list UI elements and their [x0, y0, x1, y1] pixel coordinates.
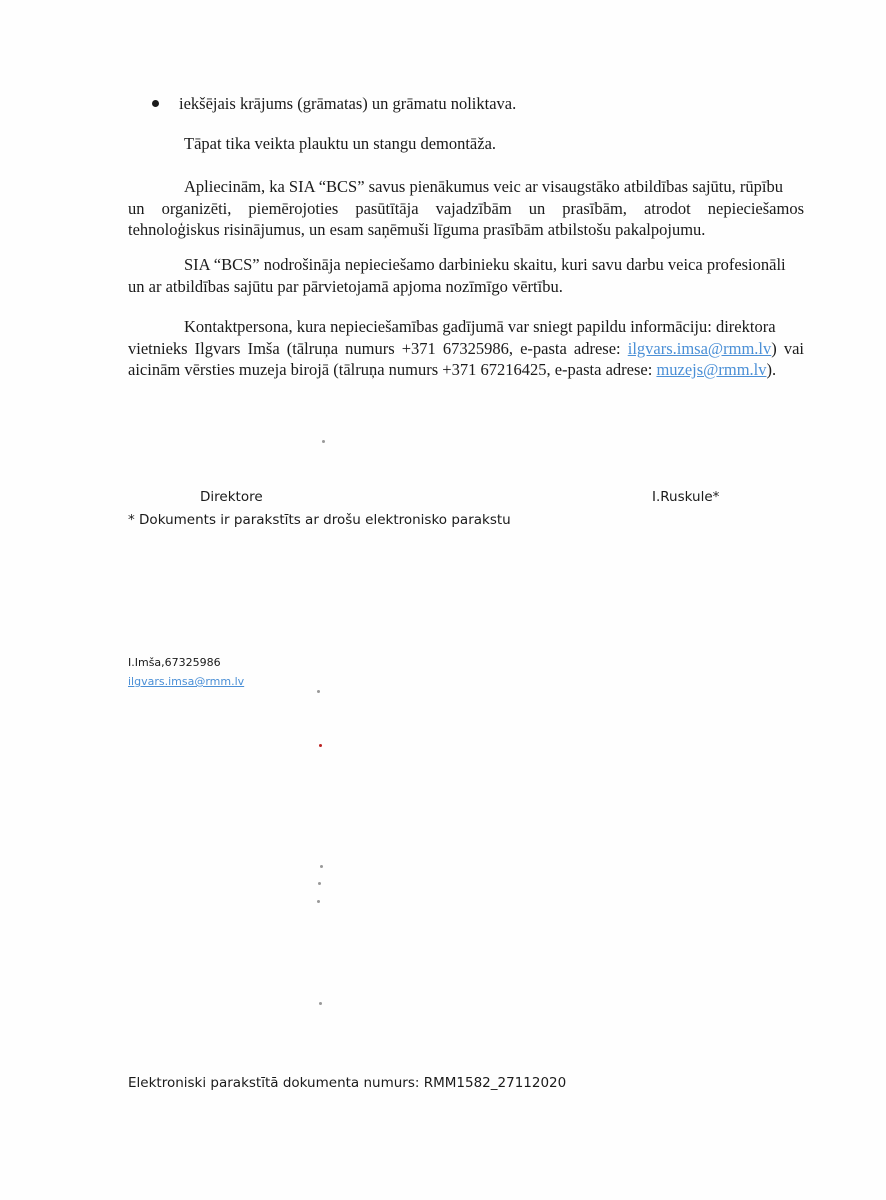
deputy-email-link[interactable]: ilgvars.imsa@rmm.lv [627, 338, 772, 358]
confirmation-paragraph [128, 176, 804, 241]
footer-contact-name: I.Imša,67325986 [128, 656, 221, 669]
bullet-list-item [152, 94, 516, 114]
contact-paragraph [128, 316, 804, 381]
contact-line-1: Kontaktpersona, kura nepieciešamības gadījumā var sniegt papildu informāciju: direktora [184, 317, 776, 336]
confirmation-line-1: Apliecinām, ka SIA “BCS” savus pienākumus veic ar visaugstāko atbildības sajūtu, rūpību [184, 177, 783, 196]
museum-email-link[interactable]: muzejs@rmm.lv [656, 360, 767, 379]
scan-speck [317, 900, 320, 903]
staff-line-1: SIA “BCS” nodrošināja nepieciešamo darbinieku skaitu, kuri savu darbu veica profesionāli [184, 255, 786, 274]
contact-line-2-text: vietnieks Ilgvars Imša (tālruņa numurs +371 67325986, e-pasta adrese: [128, 338, 628, 358]
document-number: Elektroniski parakstītā dokumenta numurs: RMM1582_27112020 [128, 1075, 567, 1091]
signatory-name: I.Ruskule* [652, 489, 720, 505]
contact-line-3-end: ). [766, 360, 777, 379]
contact-line-3 [128, 359, 804, 381]
scan-speck [318, 882, 321, 885]
staff-line-2: un ar atbildības sajūtu par pārvietojamā apjoma nozīmīgo vērtību. [128, 276, 563, 296]
scan-speck [319, 744, 322, 747]
confirmation-line-2: un organizēti, piemērojoties pasūtītāja vajadzībām un prasībām, atrodot nepieciešamos [128, 198, 804, 218]
signatory-role: Direktore [200, 489, 263, 505]
demontage-paragraph: Tāpat tika veikta plauktu un stangu demontāža. [184, 134, 497, 153]
bullet-icon [152, 100, 159, 107]
bullet-item-text: iekšējais krājums (grāmatas) un grāmatu noliktava. [179, 94, 517, 113]
contact-line-2 [128, 338, 804, 360]
scan-speck [320, 865, 323, 868]
footer-contact-email-link[interactable]: ilgvars.imsa@rmm.lv [128, 675, 245, 688]
staff-paragraph [128, 254, 804, 297]
scan-speck [319, 1002, 322, 1005]
contact-line-2-end: ) vai [771, 338, 804, 358]
e-signature-note: * Dokuments ir parakstīts ar drošu elektronisko parakstu [128, 512, 511, 528]
scan-speck [322, 440, 325, 443]
contact-line-3-text: aicinām vērsties muzeja birojā (tālruņa numurs +371 67216425, e-pasta adrese: [128, 360, 657, 379]
scan-speck [317, 690, 320, 693]
confirmation-line-3: tehnoloģiskus risinājumus, un esam saņēmuši līguma prasībām atbilstošu pakalpojumu. [128, 220, 706, 239]
